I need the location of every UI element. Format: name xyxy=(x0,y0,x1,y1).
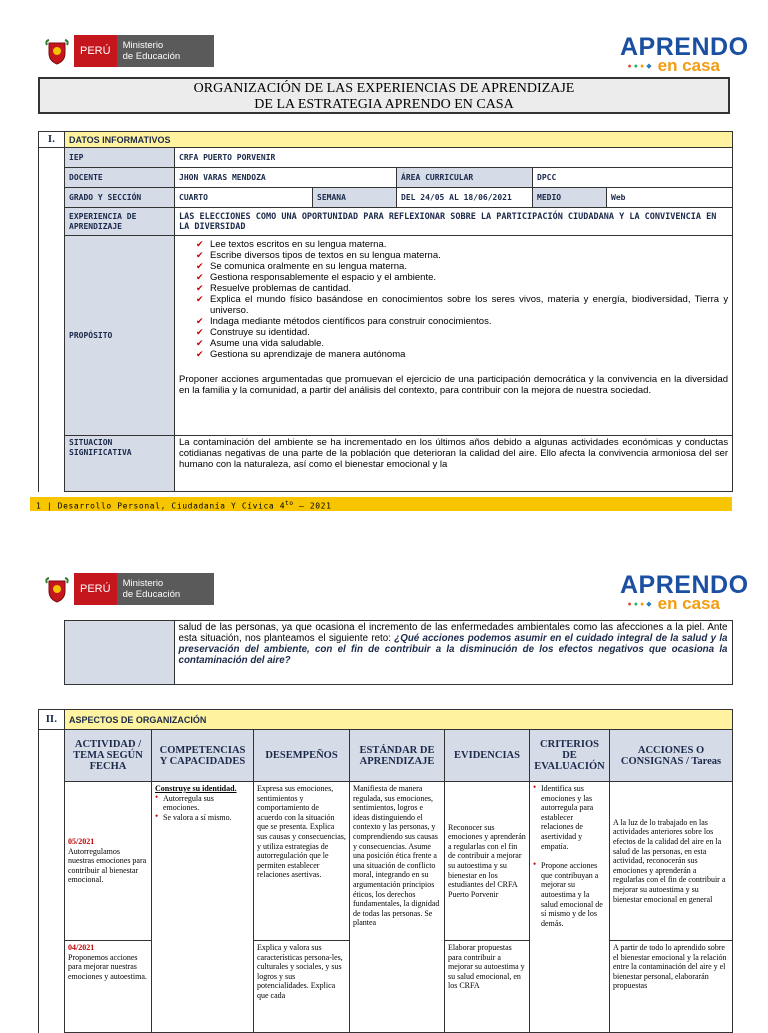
activity-date: 04/2021 xyxy=(68,943,95,952)
list-item: • Identifica sus emociones y las autorregula para establecer relaciones de asertividad y empatía. xyxy=(533,784,606,851)
ministry-line1: Ministerio xyxy=(122,40,164,51)
situacion-continuation-table xyxy=(38,620,733,685)
proposito-item xyxy=(179,250,728,261)
proposito-item-text: Se comunica oralmente en su lengua materna. xyxy=(210,261,407,272)
header-competencias: COMPETENCIAS Y CAPACIDADES xyxy=(152,730,254,782)
criterios-list xyxy=(533,784,606,928)
list-item: • Se valora a sí mismo. xyxy=(155,813,250,823)
checkmark-icon: ✔ xyxy=(196,272,204,282)
proposito-item-text: Gestiona su aprendizaje de manera autónoma xyxy=(210,349,406,360)
activity-title: Proponemos acciones para mejorar nuestras emociones y autoestima. xyxy=(68,952,147,981)
proposito-paragraph: Proponer acciones argumentadas que promuevan el ejercicio de una participación democrática y la convivencia en la diversidad en la familia y la comunidad, a partir del análisis del contexto, para contribuir con la mejora de nuestra sociedad. xyxy=(179,374,729,396)
page-footer xyxy=(30,497,732,511)
proposito-item-text: Asume una vida saludable. xyxy=(210,338,325,349)
proposito-item xyxy=(179,272,728,283)
proposito-item xyxy=(179,338,728,349)
coat-of-arms-icon xyxy=(44,574,70,604)
criterios-cell xyxy=(530,782,610,1033)
accion-cell-2: A partir de todo lo aprendido sobre el bienestar emocional y la relación entre la contaminación del aire y el bienestar personal, elaborarán propuestas xyxy=(610,941,733,1033)
left-margin-cell xyxy=(39,730,65,1033)
footer-year: – 2021 xyxy=(293,501,332,511)
aspectos-organizacion-table xyxy=(38,709,733,1033)
footer-text: 1 | Desarrollo Personal, Ciudadanía Y Cívica 4 xyxy=(36,501,286,511)
docente-value: JHON VARAS MENDOZA xyxy=(175,168,397,188)
list-item: • Propone acciones que contribuyan a mejorar su autoestima y la salud emocional de sí mismo y de los demás. xyxy=(533,861,606,928)
semana-label: SEMANA xyxy=(313,188,397,208)
ministry-label xyxy=(117,35,215,67)
area-label: ÁREA CURRICULAR xyxy=(397,168,533,188)
activity-date: 05/2021 xyxy=(68,837,95,847)
checkmark-icon: ✔ xyxy=(196,250,204,260)
proposito-item-text: Escribe diversos tipos de textos en su lengua materna. xyxy=(210,250,441,261)
ministry-label xyxy=(117,573,215,605)
checkmark-icon: ✔ xyxy=(196,316,204,326)
proposito-list xyxy=(179,239,728,360)
header-estandar: ESTÁNDAR DE APRENDIZAJE xyxy=(350,730,445,782)
title-line1: ORGANIZACIÓN DE LAS EXPERIENCIAS DE APRENDIZAJE xyxy=(193,81,575,96)
proposito-item-text: Resuelve problemas de cantidad. xyxy=(210,283,352,294)
continuation-plain: salud de las personas, ya que ocasiona el incremento de las enfermedades ambientales como las afecciones a la piel. Ante esta situación, nos planteamos el siguiente reto: xyxy=(178,622,728,644)
datos-informativos-table xyxy=(38,131,733,492)
situacion-text: La contaminación del ambiente se ha incrementado en los últimos años debido a algunas actividades económicas y conductas cotidianas negativas de una parte de la población que deterioran la calidad del aire. Ello afecta la convivencia armoniosa del ser humano con la naturaleza, así como el bienestar emocional y la xyxy=(175,436,733,492)
brand-line1: APRENDO xyxy=(620,33,749,61)
activity-title: Autorregulamos nuestras emociones para contribuir al bienestar emocional. xyxy=(68,846,147,885)
ministry-line2: de Educación xyxy=(122,51,181,62)
desempeno-cell-1: Expresa sus emociones, sentimientos y comportamiento de acuerdo con la situación que se presenta. Explica sus causas y consecuencias, y utiliza estrategias de autorregulación que le permiten establecer relaciones asertivas. xyxy=(254,782,350,941)
list-item: • Autorregula sus emociones. xyxy=(155,794,250,813)
proposito-item xyxy=(179,327,728,338)
competencia-cell xyxy=(152,782,254,1033)
coat-of-arms-icon xyxy=(44,36,70,66)
title-line2: DE LA ESTRATEGIA APRENDO EN CASA xyxy=(254,97,514,112)
checkmark-icon: ✔ xyxy=(196,239,204,249)
aprendo-en-casa-logo xyxy=(620,33,749,75)
checkmark-icon: ✔ xyxy=(196,261,204,271)
brand-dots-icon: ●●●◆ xyxy=(627,63,654,70)
section2-number: II. xyxy=(39,710,65,730)
document-title xyxy=(38,77,730,114)
proposito-item xyxy=(179,349,728,360)
country-label: PERÚ xyxy=(74,35,117,67)
left-margin-cell xyxy=(38,621,64,685)
proposito-item xyxy=(179,294,728,316)
ministry-logo-2 xyxy=(44,572,214,606)
evidencia-cell-1: Reconocer sus emociones y aprenderán a regularlas con el fin de contribuir a mejorar su autoestima y su bienestar en los estudiantes del CRFA Puerto Porvenir xyxy=(445,782,530,941)
left-margin-cell xyxy=(39,148,65,492)
brand-line1: APRENDO xyxy=(620,571,749,599)
ministry-line2: de Educación xyxy=(122,589,181,600)
area-value: DPCC xyxy=(533,168,733,188)
medio-label: MEDIO xyxy=(533,188,607,208)
proposito-item-text: Explica el mundo físico basándose en conocimientos sobre los seres vivos, materia y energía, biodiversidad, Tierra y universo. xyxy=(210,294,729,316)
medio-value: Web xyxy=(607,188,733,208)
situacion-continuation xyxy=(174,621,732,685)
proposito-item-text: Indaga mediante métodos científicos para construir conocimientos. xyxy=(210,316,492,327)
ministry-line1: Ministerio xyxy=(122,578,164,589)
grado-label: GRADO Y SECCIÓN xyxy=(65,188,175,208)
proposito-item xyxy=(179,316,728,327)
brand-line2: en casa xyxy=(657,56,720,75)
country-label: PERÚ xyxy=(74,573,117,605)
competencia-title: Construye su identidad. xyxy=(155,784,237,793)
proposito-content xyxy=(175,236,733,436)
proposito-item-text: Gestiona responsablemente el espacio y el ambiente. xyxy=(210,272,437,283)
situacion-label-cont xyxy=(64,621,174,685)
ministry-logo xyxy=(44,34,214,68)
activity-cell-1 xyxy=(65,782,152,941)
proposito-item-text: Lee textos escritos en su lengua materna. xyxy=(210,239,387,250)
situacion-label: SITUACION SIGNIFICATIVA xyxy=(65,436,175,492)
checkmark-icon: ✔ xyxy=(196,283,204,293)
header-acciones: ACCIONES O CONSIGNAS / Tareas xyxy=(610,730,733,782)
desempeno-cell-2: Explica y valora sus características persona-les, culturales y sociales, y sus logros y sus potencialidades. Explica que cada xyxy=(254,941,350,1033)
checkmark-icon: ✔ xyxy=(196,338,204,348)
section2-title: ASPECTOS DE ORGANIZACIÓN xyxy=(65,710,733,730)
aprendo-en-casa-logo xyxy=(620,571,749,613)
proposito-label: PROPÓSITO xyxy=(65,236,175,436)
header-desempenos: DESEMPEÑOS xyxy=(254,730,350,782)
semana-value: DEL 24/05 AL 18/06/2021 xyxy=(397,188,533,208)
docente-label: DOCENTE xyxy=(65,168,175,188)
proposito-item xyxy=(179,261,728,272)
header-actividad: ACTIVIDAD / TEMA SEGÚN FECHA xyxy=(65,730,152,782)
grado-value: CUARTO xyxy=(175,188,313,208)
iep-value: CRFA PUERTO PORVENIR xyxy=(175,148,733,168)
brand-dots-icon: ●●●◆ xyxy=(627,601,654,608)
checkmark-icon: ✔ xyxy=(196,294,204,304)
footer-sup: to xyxy=(285,500,294,507)
header-evidencias: EVIDENCIAS xyxy=(445,730,530,782)
brand-line2: en casa xyxy=(657,594,720,613)
proposito-item-text: Construye su identidad. xyxy=(210,327,310,338)
proposito-item xyxy=(179,283,728,294)
reto-question: ¿Qué acciones podemos asumir en el cuidado integral de la salud y la preservación del ambiente, con el fin de contribuir a la disminución de los efectos negativos que ocasiona la contaminación del aire? xyxy=(178,633,728,666)
estandar-cell: Manifiesta de manera regulada, sus emociones, sentimientos, logros e ideas distinguiendo el contexto y las personas, y comprendiendo sus causas y consecuencias. Asume una posición ética frente a una situación de conflicto moral, integrando en su argumentación principios éticos, los derechos fundamentales, la dignidad de todas las personas. Se plantea xyxy=(350,782,445,1033)
checkmark-icon: ✔ xyxy=(196,327,204,337)
evidencia-cell-2: Elaborar propuestas para contribuir a mejorar su autoestima y su salud emocional, en los CRFA xyxy=(445,941,530,1033)
activity-cell-2 xyxy=(65,941,152,1033)
header-criterios: CRITERIOS DE EVALUACIÓN xyxy=(530,730,610,782)
checkmark-icon: ✔ xyxy=(196,349,204,359)
iep-label: IEP xyxy=(65,148,175,168)
section-title: DATOS INFORMATIVOS xyxy=(65,132,733,148)
capacidades-list xyxy=(155,794,250,823)
accion-cell-1: A la luz de lo trabajado en las actividades anteriores sobre los efectos de la calidad del aire en la salud de las personas, en esta actividad, reconocerán sus emociones y aprenderán a regularlas con el fin de contribuir a mejorar su autoestima y su bienestar emocional en general xyxy=(610,782,733,941)
experiencia-label: EXPERIENCIA DE APRENDIZAJE xyxy=(65,208,175,236)
experiencia-value: LAS ELECCIONES COMO UNA OPORTUNIDAD PARA REFLEXIONAR SOBRE LA PARTICIPACIÓN CIUDADANA Y LA CONVIVENCIA EN LA DIVERSIDAD xyxy=(175,208,733,236)
section-number: I. xyxy=(39,132,65,148)
proposito-item xyxy=(179,239,728,250)
